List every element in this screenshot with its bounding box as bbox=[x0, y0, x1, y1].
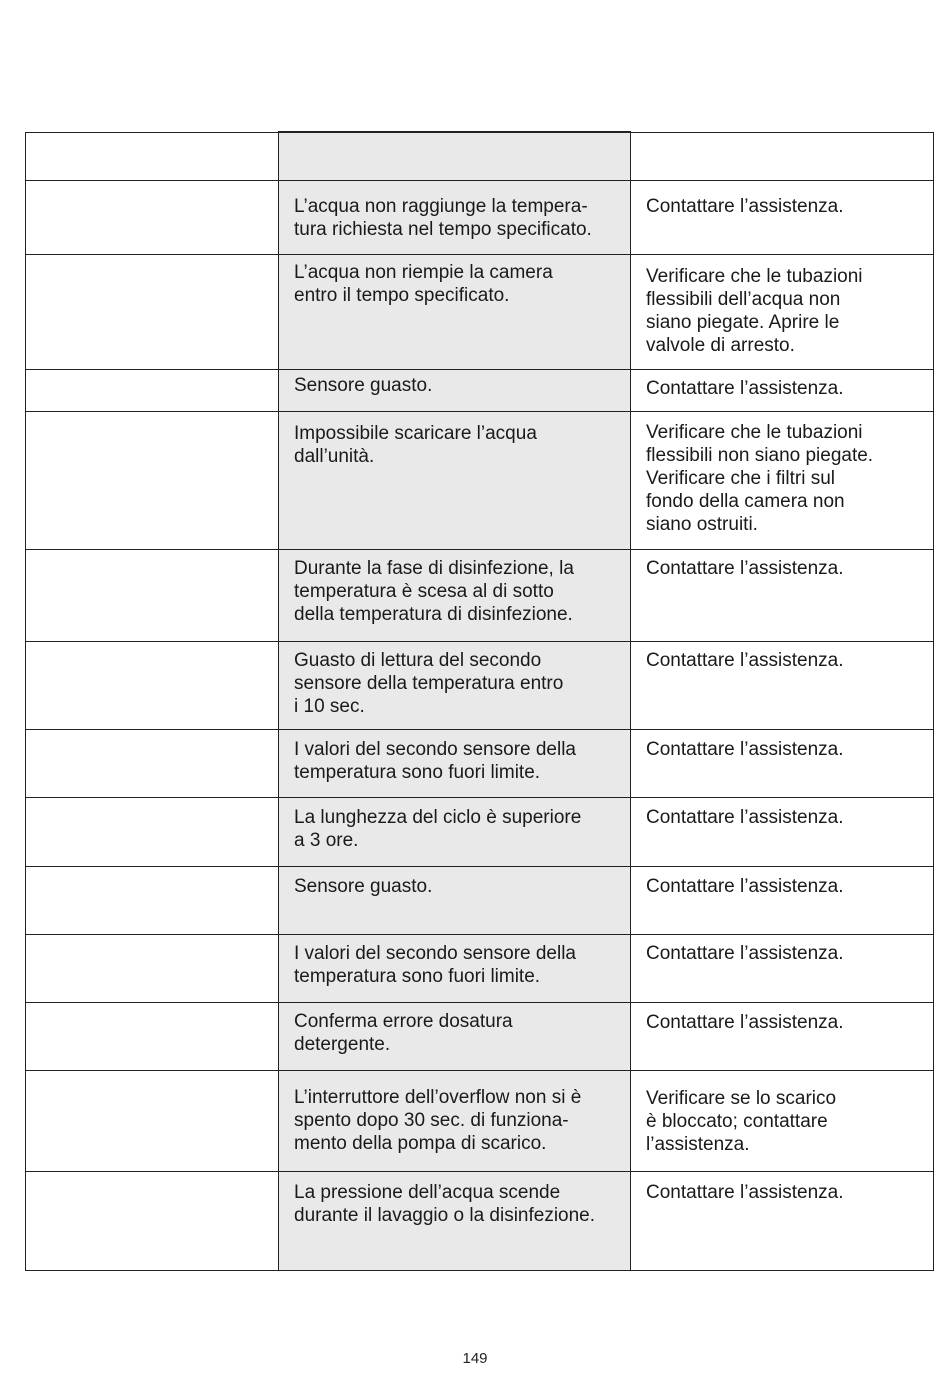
cause-cell: La pressione dell’acqua scende durante il lavaggio o la disinfezione. bbox=[279, 1171, 631, 1270]
cause-cell: L’acqua non raggiunge la tempera- tura richiesta nel tempo specificato. bbox=[279, 180, 631, 254]
solution-cell: Contattare l’assistenza. bbox=[631, 934, 934, 1002]
cause-cell: La lunghezza del ciclo è superiore a 3 ore. bbox=[279, 797, 631, 866]
table-row bbox=[26, 1171, 934, 1270]
table-row bbox=[26, 866, 934, 934]
table-header-row bbox=[26, 132, 934, 180]
table-row bbox=[26, 934, 934, 1002]
solution-cell: Contattare l’assistenza. bbox=[631, 729, 934, 797]
code-cell bbox=[26, 797, 279, 866]
table-row bbox=[26, 254, 934, 369]
solution-cell: Contattare l’assistenza. bbox=[631, 180, 934, 254]
code-cell bbox=[26, 641, 279, 729]
cause-cell: L’acqua non riempie la camera entro il tempo specificato. bbox=[279, 254, 631, 369]
code-cell bbox=[26, 866, 279, 934]
table-row bbox=[26, 1070, 934, 1171]
cause-cell: Durante la fase di disinfezione, la temperatura è scesa al di sotto della temperatura di disinfezione. bbox=[279, 549, 631, 641]
code-cell bbox=[26, 729, 279, 797]
code-cell bbox=[26, 1171, 279, 1270]
cause-cell: Impossibile scaricare l’acqua dall’unità. bbox=[279, 411, 631, 549]
table-row bbox=[26, 797, 934, 866]
table-row bbox=[26, 1002, 934, 1070]
header-cell-solution bbox=[631, 132, 934, 180]
cause-cell: Sensore guasto. bbox=[279, 866, 631, 934]
solution-cell: Contattare l’assistenza. bbox=[631, 1171, 934, 1270]
table-row bbox=[26, 180, 934, 254]
table-row bbox=[26, 641, 934, 729]
error-table bbox=[25, 131, 934, 1271]
solution-cell: Verificare che le tubazioni flessibili dell’acqua non siano piegate. Aprire le valvole di arresto. bbox=[631, 254, 934, 369]
code-cell bbox=[26, 1070, 279, 1171]
code-cell bbox=[26, 254, 279, 369]
cause-cell: Conferma errore dosatura detergente. bbox=[279, 1002, 631, 1070]
solution-cell: Verificare che le tubazioni flessibili non siano piegate. Verificare che i filtri sul fondo della camera non siano ostruiti. bbox=[631, 411, 934, 549]
cause-cell: I valori del secondo sensore della temperatura sono fuori limite. bbox=[279, 934, 631, 1002]
cause-cell: Guasto di lettura del secondo sensore della temperatura entro i 10 sec. bbox=[279, 641, 631, 729]
header-cell-code bbox=[26, 132, 279, 180]
solution-cell: Verificare se lo scarico è bloccato; contattare l’assistenza. bbox=[631, 1070, 934, 1171]
solution-cell: Contattare l’assistenza. bbox=[631, 369, 934, 411]
code-cell bbox=[26, 934, 279, 1002]
code-cell bbox=[26, 180, 279, 254]
code-cell bbox=[26, 369, 279, 411]
code-cell bbox=[26, 1002, 279, 1070]
cause-cell: I valori del secondo sensore della temperatura sono fuori limite. bbox=[279, 729, 631, 797]
table-row bbox=[26, 411, 934, 549]
solution-cell: Contattare l’assistenza. bbox=[631, 549, 934, 641]
cause-cell: L’interruttore dell’overflow non si è spento dopo 30 sec. di funziona- mento della pompa di scarico. bbox=[279, 1070, 631, 1171]
table-row bbox=[26, 549, 934, 641]
solution-cell: Contattare l’assistenza. bbox=[631, 641, 934, 729]
solution-cell: Contattare l’assistenza. bbox=[631, 866, 934, 934]
code-cell bbox=[26, 411, 279, 549]
solution-cell: Contattare l’assistenza. bbox=[631, 797, 934, 866]
table-row bbox=[26, 369, 934, 411]
cause-cell: Sensore guasto. bbox=[279, 369, 631, 411]
solution-cell: Contattare l’assistenza. bbox=[631, 1002, 934, 1070]
page-number: 149 bbox=[462, 1350, 488, 1367]
code-cell bbox=[26, 549, 279, 641]
header-cell-cause bbox=[279, 132, 631, 180]
table-row bbox=[26, 729, 934, 797]
